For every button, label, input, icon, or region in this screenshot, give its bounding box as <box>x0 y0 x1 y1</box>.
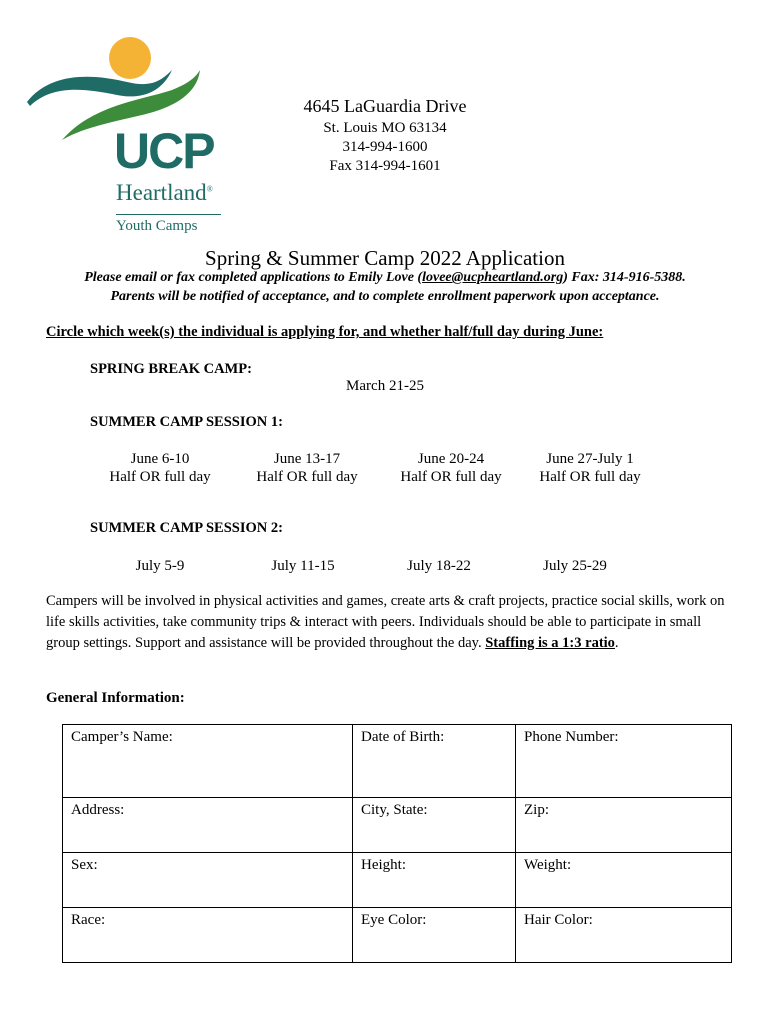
address-fax: Fax 314-994-1601 <box>329 158 441 174</box>
instructions-line-1: Please email or fax completed applications to Emily Love (lovee@ucpheartland.org) Fax: 314-916-5388. <box>84 270 686 285</box>
date-of-birth-field[interactable]: Date of Birth: <box>353 725 516 798</box>
session2-heading: SUMMER CAMP SESSION 2: <box>90 520 283 536</box>
logo-divider <box>116 214 221 215</box>
camp-description: Campers will be involved in physical activities and games, create arts & craft projects, practice social skills, work on life skills activities, take community trips & interact with peers. Individuals should be able to participate in small group settings. Support and assistance will be provided throughout the day. Staffing is a 1:3 ratio. <box>46 593 725 651</box>
table-row <box>63 853 732 908</box>
session1-week[interactable]: June 20-24 Half OR full day <box>400 451 502 485</box>
ucp-heartland-logo <box>22 30 242 234</box>
staffing-ratio: Staffing is a 1:3 ratio <box>485 635 615 651</box>
logo-heartland: Heartland® <box>116 180 213 205</box>
address-city: St. Louis MO 63134 <box>323 120 447 136</box>
logo-ucp: UCP <box>114 123 214 179</box>
campers-name-field[interactable]: Camper’s Name: <box>63 725 353 798</box>
zip-field[interactable]: Zip: <box>516 798 732 853</box>
page-title: Spring & Summer Camp 2022 Application <box>205 246 565 270</box>
session1-week[interactable]: June 6-10 Half OR full day <box>109 451 211 485</box>
address-phone: 314-994-1600 <box>342 139 428 155</box>
general-info-table <box>62 724 732 963</box>
table-row <box>63 798 732 853</box>
instructions-line-2: Parents will be notified of acceptance, and to complete enrollment paperwork upon acceptance. <box>110 289 660 304</box>
general-info-heading: General Information: <box>46 690 185 706</box>
address-field[interactable]: Address: <box>63 798 353 853</box>
spring-break-heading: SPRING BREAK CAMP: <box>90 361 252 377</box>
logo-youth-camps: Youth Camps <box>116 218 198 234</box>
weight-field[interactable]: Weight: <box>516 853 732 908</box>
address-block <box>270 96 500 176</box>
spring-break-dates: March 21-25 <box>346 378 424 394</box>
height-field[interactable]: Height: <box>353 853 516 908</box>
hair-color-field[interactable]: Hair Color: <box>516 908 732 963</box>
race-field[interactable]: Race: <box>63 908 353 963</box>
session1-week[interactable]: June 27-July 1 Half OR full day <box>539 451 641 485</box>
phone-number-field[interactable]: Phone Number: <box>516 725 732 798</box>
session1-heading: SUMMER CAMP SESSION 1: <box>90 414 283 430</box>
session2-week[interactable]: July 18-22 <box>407 558 471 574</box>
eye-color-field[interactable]: Eye Color: <box>353 908 516 963</box>
session2-week[interactable]: July 11-15 <box>271 558 335 574</box>
circle-note: Circle which week(s) the individual is applying for, and whether half/full day during June: <box>46 324 604 340</box>
table-row <box>63 908 732 963</box>
address-street: 4645 LaGuardia Drive <box>303 96 467 116</box>
city-state-field[interactable]: City, State: <box>353 798 516 853</box>
email-link[interactable]: lovee@ucpheartland.org <box>422 270 564 285</box>
sex-field[interactable]: Sex: <box>63 853 353 908</box>
session2-week[interactable]: July 25-29 <box>543 558 607 574</box>
session2-week[interactable]: July 5-9 <box>135 558 185 574</box>
session1-week[interactable]: June 13-17 Half OR full day <box>256 451 358 485</box>
table-row <box>63 725 732 798</box>
